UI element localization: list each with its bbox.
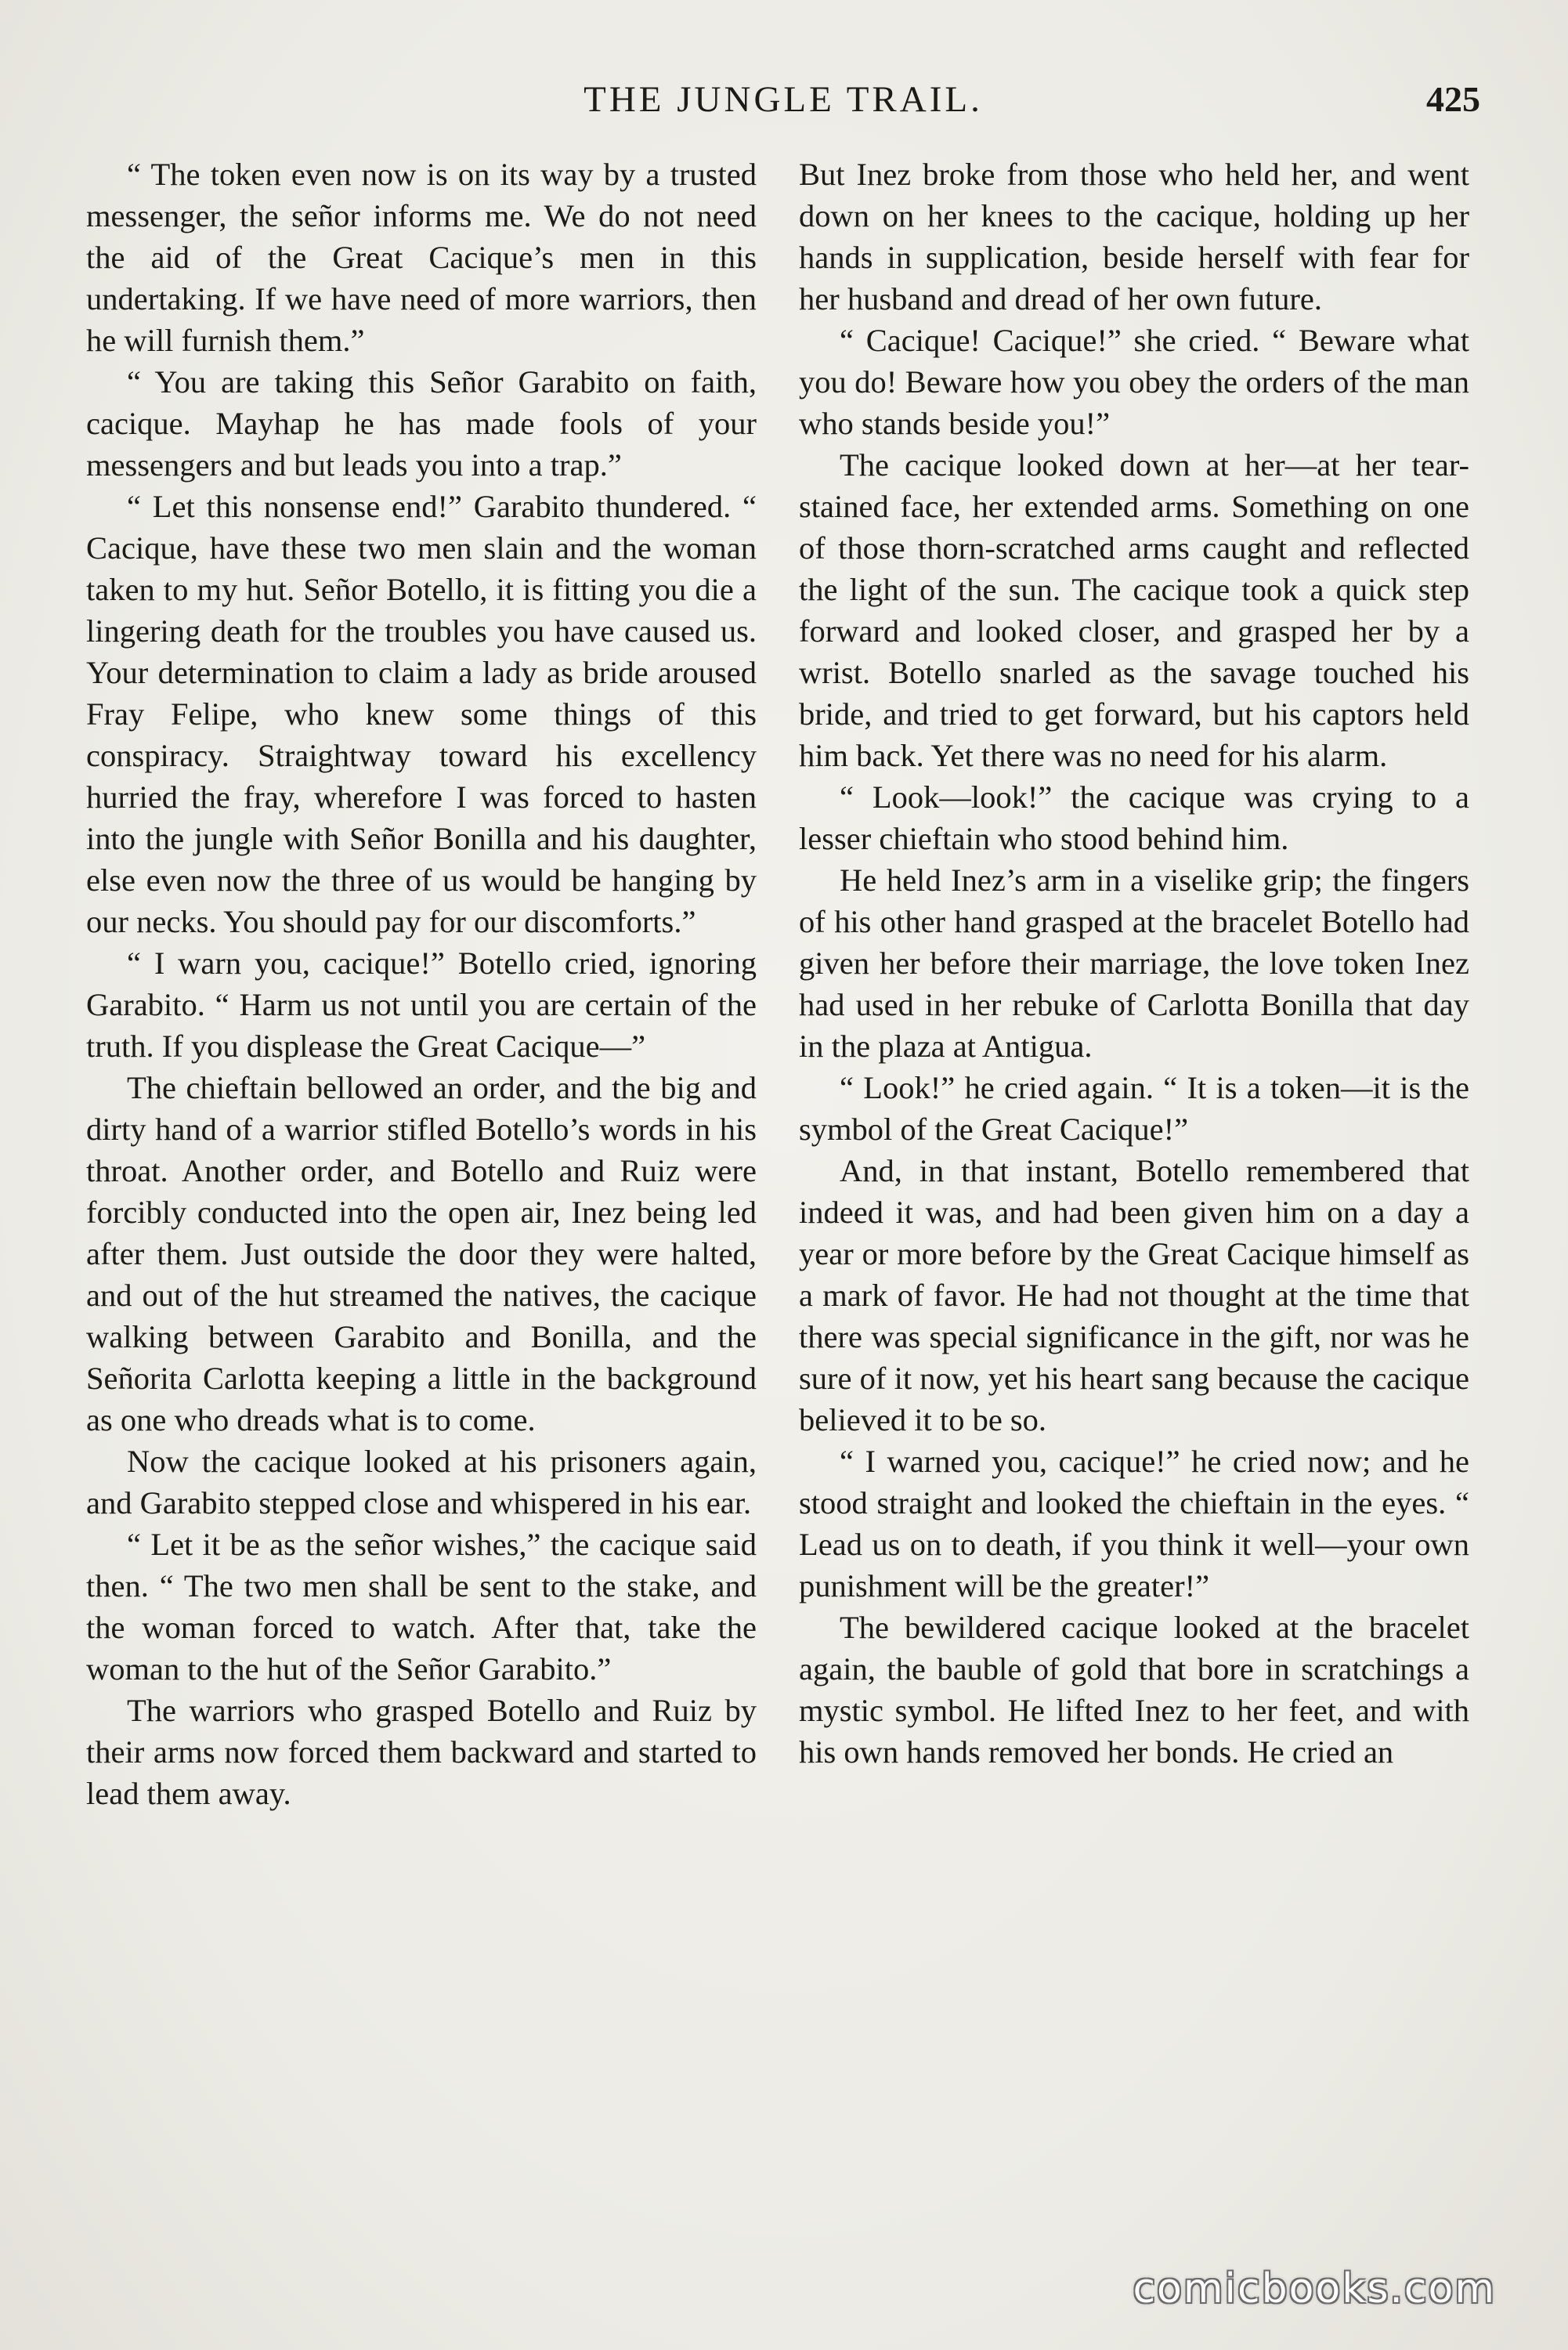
paragraph: “ I warned you, cacique!” he cried now; and he stood straight and looked the chieftain in the eyes. “ Lead us on to death, if you think it well—your own punishment will be the greater!” (799, 1444, 1469, 1603)
paragraph: “ You are taking this Señor Garabito on faith, cacique. Mayhap he has made fools of your messengers and but leads you into a trap.” (86, 364, 757, 483)
left-column (86, 154, 757, 2276)
paragraph: But Inez broke from those who held her, and went down on her knees to the cacique, holding up her hands in supplication, beside herself with fear for her husband and dread of her own future. (799, 157, 1469, 316)
right-column (799, 154, 1469, 2276)
paragraph: Now the cacique looked at his prisoners again, and Garabito stepped close and whispered in his ear. (86, 1444, 757, 1520)
paragraph: The chieftain bellowed an order, and the big and dirty hand of a warrior stifled Botello’s words in his throat. Another order, and Botello and Ruiz were forcibly conducted into the open air, Inez being led after them. Just outside the door they were halted, and out of the hut streamed the natives, the cacique walking between Garabito and Bonilla, and the Señorita Carlotta keeping a little in the background as one who dreads what is to come. (86, 1070, 757, 1437)
paragraph: “ Look—look!” the cacique was crying to a lesser chieftain who stood behind him. (799, 779, 1469, 856)
page-number: 425 (1426, 79, 1480, 119)
paragraph: “ Let this nonsense end!” Garabito thundered. “ Cacique, have these two men slain and the woman taken to my hut. Señor Botello, it is fitting you die a lingering death for the troubles you have caused us. Your determination to claim a lady as bride aroused Fray Felipe, who knew some things of this conspiracy. Straightway toward his excellency hurried the fray, wherefore I was forced to hasten into the jungle with Señor Bonilla and his daughter, else even now the three of us would be hanging by our necks. You should pay for our discomforts.” (86, 489, 757, 939)
paragraph: “ Look!” he cried again. “ It is a token—it is the symbol of the Great Cacique!” (799, 1070, 1469, 1147)
paragraph: He held Inez’s arm in a viselike grip; the fingers of his other hand grasped at the bracelet Botello had given her before their marriage, the love token Inez had used in her rebuke of Carlotta Bonilla that day in the plaza at Antigua. (799, 862, 1469, 1064)
paragraph: “ Cacique! Cacique!” she cried. “ Beware what you do! Beware how you obey the orders of the man who stands beside you!” (799, 323, 1469, 441)
watermark-logo: comicbooks.com (1133, 2265, 1496, 2312)
page-header (86, 72, 1480, 127)
paragraph: The cacique looked down at her—at her tear-stained face, her extended arms. Something on one of those thorn-scratched arms caught and reflected the light of the sun. The cacique took a quick step forward and looked closer, and grasped her by a wrist. Botello snarled as the savage touched his bride, and tried to get forward, but his captors held him back. Yet there was no need for his alarm. (799, 447, 1469, 773)
paragraph: And, in that instant, Botello remembered that indeed it was, and had been given him on a day a year or more before by the Great Cacique himself as a mark of favor. He had not thought at the time that there was special significance in the gift, nor was he sure of it now, yet his heart sang because the cacique believed it to be so. (799, 1153, 1469, 1437)
paragraph: The warriors who grasped Botello and Ruiz by their arms now forced them backward and started to lead them away. (86, 1693, 757, 1811)
paragraph: “ Let it be as the señor wishes,” the cacique said then. “ The two men shall be sent to the stake, and the woman forced to watch. After that, take the woman to the hut of the Señor Garabito.” (86, 1527, 757, 1687)
paragraph: “ The token even now is on its way by a trusted messenger, the señor informs me. We do not need the aid of the Great Cacique’s men in this undertaking. If we have need of more warriors, then he will furnish them.” (86, 157, 757, 358)
paragraph: “ I warn you, cacique!” Botello cried, ignoring Garabito. “ Harm us not until you are certain of the truth. If you displease the Great Cacique—” (86, 945, 757, 1064)
paragraph: The bewildered cacique looked at the bracelet again, the bauble of gold that bore in scratchings a mystic symbol. He lifted Inez to her feet, and with his own hands removed her bonds. He cried an (799, 1610, 1469, 1770)
running-title: THE JUNGLE TRAIL. (583, 79, 983, 120)
